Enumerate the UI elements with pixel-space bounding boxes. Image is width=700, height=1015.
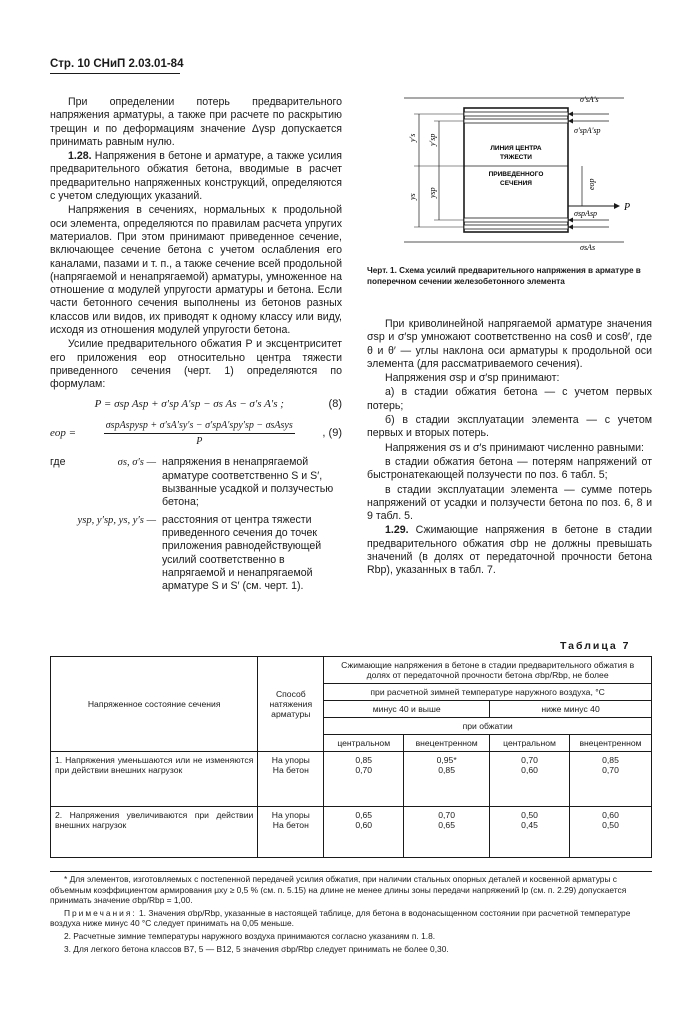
formula-9-lhs: eop = bbox=[50, 426, 77, 439]
section-1-29 bbox=[367, 524, 652, 577]
paragraph: Напряжения σs и σ′s принимают численно равными: bbox=[385, 441, 644, 454]
paragraph: а) в стадии обжатия бетона — с учетом первых потерь; bbox=[367, 386, 652, 412]
dim-eop: eop bbox=[587, 178, 596, 190]
header-method: Способ натяжения арматуры bbox=[258, 657, 324, 752]
paragraph: в стадии эксплуатации элемента — сумме потерь напряжений от усадки и ползучести бетона по поз. 6, 8 и 9 табл. 5. bbox=[367, 483, 652, 523]
dim-ysp-top: y′sp bbox=[428, 133, 437, 146]
where-definition-1: напряжения в ненапрягаемой арматуре соответственно S и S′, вызванные усадкой и ползучестью бетона; bbox=[162, 456, 334, 509]
formula-9-numerator: σspAspysp + σ′sA′sy′s − σ′spA′spy′sp − σsAsys bbox=[104, 419, 295, 434]
formula-8-body: P = σsp Asp + σ′sp A′sp − σs As − σ′s A′s ; bbox=[94, 397, 284, 410]
header-state: Напряженное состояние сечения bbox=[51, 657, 258, 752]
force-top-1: σ′sA′s bbox=[580, 95, 599, 104]
row-2-value-1: 0,65 0,60 bbox=[324, 807, 404, 858]
header-central-1: центральном bbox=[324, 735, 404, 752]
notes-label: Примечания: bbox=[64, 907, 137, 918]
footnote-rule bbox=[50, 871, 652, 872]
row-2-method: На упоры На бетон bbox=[258, 807, 324, 858]
center-label-3: ПРИВЕДЕННОГО bbox=[488, 171, 544, 178]
header-temp: при расчетной зимней температуре наружного воздуха, °С bbox=[324, 684, 652, 701]
paragraph: При определении потерь предварительного напряжения арматуры, а также при расчете по раскрытию трещин и по деформациям значение Δγsp допускается принимать равным нулю. bbox=[50, 96, 342, 148]
note-1-text: 1. Значения σbp/Rbp, указанные в настоящей таблице, для бетона в водонасыщенном состоянии при расчетной температуре воздуха ниже минус 40 °С следует принимать на 0,05 меньше. bbox=[50, 907, 631, 929]
paragraph: б) в стадии эксплуатации элемента — с учетом первых и вторых потерь. bbox=[367, 414, 652, 440]
row-2-value-3: 0,50 0,45 bbox=[490, 807, 570, 858]
header-rule bbox=[50, 73, 180, 74]
row-1-value-4: 0,85 0,70 bbox=[570, 752, 652, 807]
header-temp-2: ниже минус 40 bbox=[490, 701, 652, 718]
note-1 bbox=[50, 908, 652, 929]
formula-9-number: , (9) bbox=[322, 426, 342, 439]
row-1-method: На упоры На бетон bbox=[258, 752, 324, 807]
row-1-state: 1. Напряжения уменьшаются или не изменяются при действии внешних нагрузок bbox=[51, 752, 258, 807]
force-bot-1: σspAsp bbox=[574, 209, 598, 218]
table-row bbox=[51, 807, 652, 858]
where-definition-2: расстояния от центра тяжести приведенного сечения до точек приложения равнодействующей усилий соответственно в напрягаемой и ненапрягаемой арматуре S и S′ (см. черт. 1). bbox=[162, 513, 322, 593]
row-2-value-4: 0,60 0,50 bbox=[570, 807, 652, 858]
row-1-value-3: 0,70 0,60 bbox=[490, 752, 570, 807]
section-number: 1.28. bbox=[68, 150, 92, 163]
paragraph: Напряжения в сечениях, нормальных к продольной оси элемента, определяются по правилам расчета упругих материалов. При этом принимают приведенное сечение, включающее сечение бетона с учетом ослабления его каналами, пазами и т. п., а также сечение всей продольной (напрягаемой и ненапрягаемой) арматуры, умноженное на отношение α модулей упругости арматуры и бетона. Если части бетонного сечения выполнены из бетонов разных классов или видов, их приводят к одному классу или виду, исходя из отношения модулей упругости бетона. bbox=[50, 204, 342, 337]
force-p: P bbox=[624, 202, 631, 213]
header-eccentric-2: внецентренном bbox=[570, 735, 652, 752]
dim-ysp-bot: ysp bbox=[428, 187, 437, 198]
where-block bbox=[50, 456, 342, 593]
center-label-1: ЛИНИЯ ЦЕНТРА bbox=[490, 145, 542, 152]
formula-9-denominator: P bbox=[196, 436, 203, 448]
header-eccentric-1: внецентренном bbox=[404, 735, 490, 752]
formula-9 bbox=[50, 419, 342, 449]
formula-8 bbox=[50, 398, 342, 411]
table-row bbox=[51, 752, 652, 807]
force-bot-2: σsAs bbox=[580, 243, 596, 252]
row-1-value-2: 0,95* 0,85 bbox=[404, 752, 490, 807]
where-symbol-2: ysp, y′sp, ys, y′s — bbox=[77, 514, 156, 526]
force-top-2: σ′spA′sp bbox=[574, 126, 601, 135]
formula-8-number: (8) bbox=[328, 397, 342, 410]
row-2-value-2: 0,70 0,65 bbox=[404, 807, 490, 858]
center-label-4: СЕЧЕНИЯ bbox=[500, 180, 532, 187]
footnote-star: * Для элементов, изготовляемых с постепенной передачей усилия обжатия, при наличии стальных опорных деталей и косвенной арматуры с объемным коэффициентом армирования μxy ≥ 0,5 % (см. п. 5.15) на длине не менее длины зоны передачи напряжений lp (см. п. 2.29) допускается принимать значение σbp/Rbp = 1,00. bbox=[50, 874, 627, 906]
row-2-state: 2. Напряжения увеличиваются при действии внешних нагрузок bbox=[51, 807, 258, 858]
section-text: Напряжения в бетоне и арматуре, а также усилия предварительного обжатия бетона, вводимые в расчет предварительно напряженных конструкций, определяются с учетом следующих указаний. bbox=[50, 150, 342, 203]
section-outline bbox=[464, 108, 568, 232]
note-2: 2. Расчетные зимние температуры наружного воздуха принимаются согласно указаниям п. 1.8. bbox=[64, 930, 436, 941]
where-symbol-1: σs, σ′s — bbox=[117, 457, 156, 469]
note-3: 3. Для легкого бетона классов В7, 5 — В12, 5 значения σbp/Rbp следует принимать не более 0,30. bbox=[64, 943, 449, 954]
header-main: Сжимающие напряжения в бетоне в стадии предварительного обжатия в долях от передаточной прочности бетона σbp/Rbp, не более bbox=[324, 657, 652, 684]
row-1-value-1: 0,85 0,70 bbox=[324, 752, 404, 807]
footnotes bbox=[50, 874, 652, 956]
paragraph: Усилие предварительного обжатия P и эксцентриситет его приложения eop относительно центра тяжести приведенного сечения (черт. 1) определяются по формулам: bbox=[50, 338, 342, 391]
section-1-28 bbox=[50, 150, 342, 203]
page-header: Стр. 10 СНиП 2.03.01-84 bbox=[50, 58, 184, 70]
right-column bbox=[367, 318, 652, 579]
formula-9-fraction bbox=[104, 419, 295, 449]
dim-ys-bot: ys bbox=[408, 193, 417, 200]
where-label: где bbox=[50, 456, 66, 469]
figure-caption: Черт. 1. Схема усилий предварительного напряжения в арматуре в поперечном сечении железобетонного элемента bbox=[367, 266, 641, 286]
section-number: 1.29. bbox=[385, 524, 409, 537]
header-temp-1: минус 40 и выше bbox=[324, 701, 490, 718]
table-label: Таблица 7 bbox=[560, 640, 631, 652]
header-central-2: центральном bbox=[490, 735, 570, 752]
paragraph: При криволинейной напрягаемой арматуре значения σsp и σ′sp умножают соответственно на cosθ и cosθ′, где θ и θ′ — углы наклона оси арматуры к продольной оси элемента (для рассматриваемого сечения). bbox=[367, 318, 652, 370]
figure-1-diagram bbox=[384, 86, 646, 256]
paragraph: в стадии обжатия бетона — потерям напряжений от быстронатекающей ползучести по поз. 6 табл. 5; bbox=[367, 455, 652, 482]
center-label-2: ТЯЖЕСТИ bbox=[500, 154, 532, 161]
header-compress: при обжатии bbox=[324, 718, 652, 735]
section-text: Сжимающие напряжения в бетоне в стадии предварительного обжатия σbp не должны превышать значений (в долях от передаточной прочности бетона Rbp), указанных в табл. 7. bbox=[367, 524, 652, 577]
dim-ys-top: y′s bbox=[408, 133, 417, 142]
paragraph: Напряжения σsp и σ′sp принимают: bbox=[385, 372, 560, 385]
left-column bbox=[50, 96, 342, 593]
table-7 bbox=[50, 656, 652, 858]
